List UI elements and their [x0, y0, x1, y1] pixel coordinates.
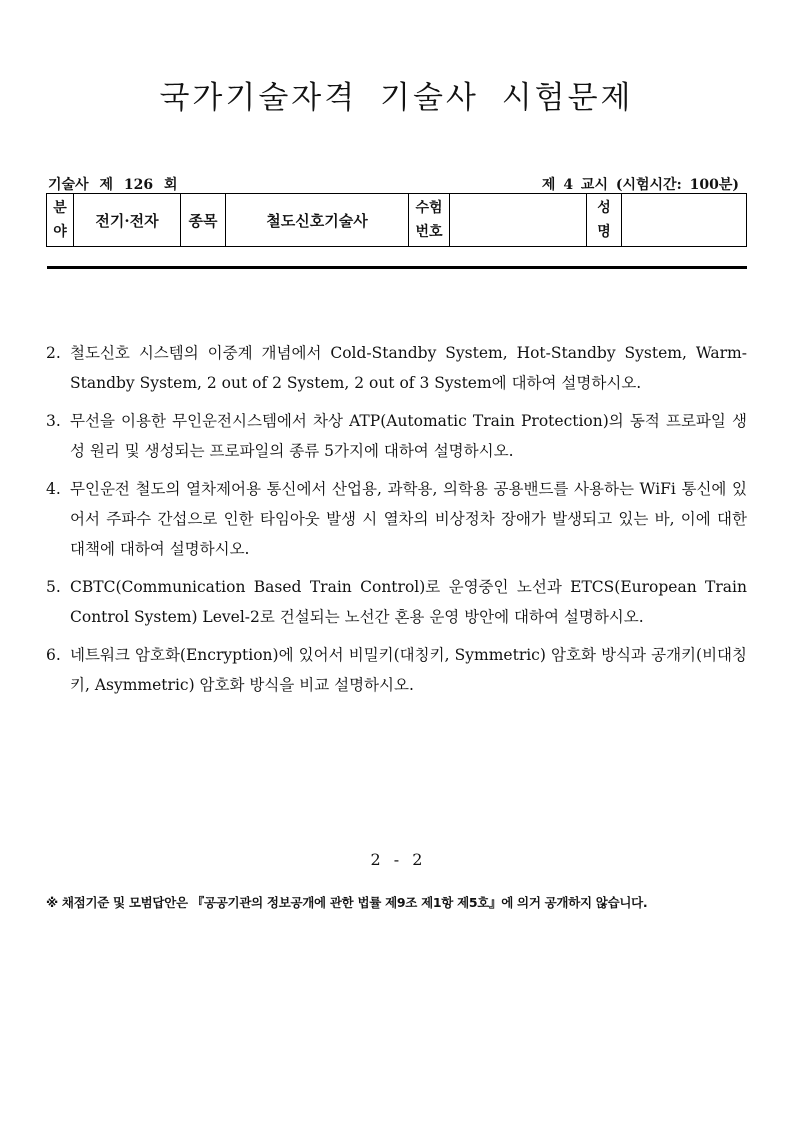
exam-number-label-line-1: 수험 [415, 200, 443, 216]
name-field[interactable] [622, 194, 747, 247]
field-label-line-2: 야 [53, 224, 67, 240]
question-text: 철도신호 시스템의 이중계 개념에서 Cold-Standby System, Hot-Standby System, Warm-Standby System, 2 out of 2 System, 2 out of 3 System에 대하여 설명하시오. [70, 344, 747, 392]
question-text: 네트워크 암호화(Encryption)에 있어서 비밀키(대칭키, Symmetric) 암호화 방식과 공개키(비대칭키, Asymmetric) 암호화 방식을 비교 설명하시오. [70, 646, 747, 694]
question-item [46, 572, 747, 632]
question-text: 무선을 이용한 무인운전시스템에서 차상 ATP(Automatic Train Protection)의 동적 프로파일 생성 원리 및 생성되는 프로파일의 종류 5가지에 대하여 설명하시오. [70, 412, 747, 460]
question-list [46, 338, 747, 708]
exam-number-field[interactable] [450, 194, 587, 247]
exam-info-table [46, 193, 747, 247]
question-number: 2. [46, 344, 61, 362]
question-item [46, 474, 747, 564]
field-label [47, 194, 74, 247]
question-text: CBTC(Communication Based Train Control)로 운영중인 노선과 ETCS(European Train Control System) Level-2로 건설되는 노선간 혼용 운영 방안에 대하여 설명하시오. [70, 578, 747, 626]
question-number: 3. [46, 412, 61, 430]
question-item [46, 338, 747, 398]
page-number: 2 - 2 [370, 850, 423, 869]
exam-number-label-line-2: 번호 [415, 224, 443, 240]
question-item [46, 406, 747, 466]
question-number: 4. [46, 480, 61, 498]
name-label-line-2: 명 [597, 224, 611, 240]
question-number: 5. [46, 578, 61, 596]
exam-round: 기술사 제 126 회 [48, 177, 178, 193]
category-value: 철도신호기술사 [226, 194, 409, 247]
question-text: 무인운전 철도의 열차제어용 통신에서 산업용, 과학용, 의학용 공용밴드를 사용하는 WiFi 통신에 있어서 주파수 간섭으로 인한 타임아웃 발생 시 열차의 비상정차 장애가 발생되고 있는 바, 이에 대한 대책에 대하여 설명하시오. [70, 480, 747, 558]
name-label [587, 194, 622, 247]
exam-number-label [409, 194, 450, 247]
question-number: 6. [46, 646, 61, 664]
question-item [46, 640, 747, 700]
category-label: 종목 [181, 194, 226, 247]
name-label-line-1: 성 [597, 200, 611, 216]
field-label-line-1: 분 [53, 200, 67, 216]
document-title: 국가기술자격 기술사 시험문제 [159, 80, 634, 116]
exam-session: 제 4 교시 (시험시간: 100분) [541, 177, 739, 193]
field-value: 전기·전자 [74, 194, 181, 247]
disclosure-notice: ※ 채점기준 및 모범답안은 『공공기관의 정보공개에 관한 법률 제9조 제1항 제5호』에 의거 공개하지 않습니다. [46, 895, 648, 910]
header-divider [47, 266, 747, 269]
